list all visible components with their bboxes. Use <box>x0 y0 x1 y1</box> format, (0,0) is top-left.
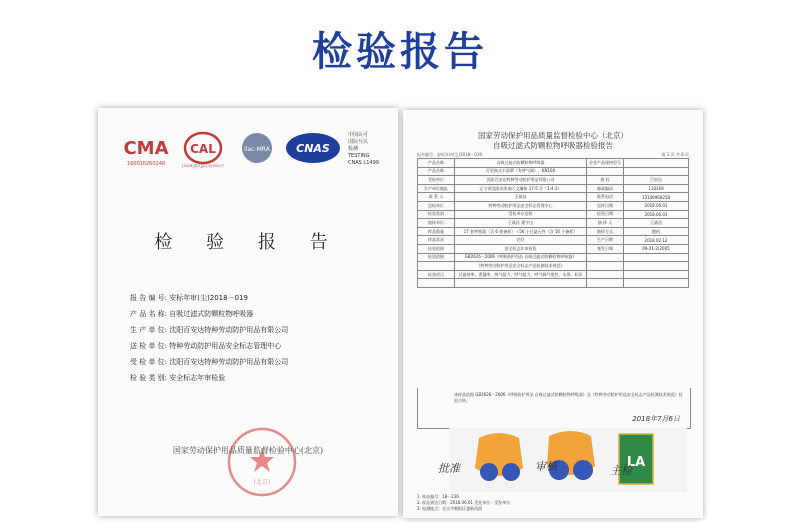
table-cell <box>455 279 587 288</box>
signature-review: 审核 <box>535 460 557 473</box>
page-counter: 第 1 页 共 6 页 <box>661 152 689 157</box>
accreditation-logos <box>120 130 380 178</box>
table-cell <box>624 167 689 176</box>
respirator-photos-icon <box>449 428 687 492</box>
info-row: 产 品 名 称: 自吸过滤式防颗粒物呼吸器 <box>130 310 254 318</box>
table-row <box>418 262 689 271</box>
table-cell: 受检单位送检 <box>455 210 587 219</box>
table-row <box>418 253 689 262</box>
table-row <box>418 279 689 288</box>
report-table <box>417 158 689 288</box>
table-row <box>418 236 689 245</box>
table-cell: 可更换式半面罩（有呼气阀），KN100 <box>455 167 587 176</box>
table-row <box>418 219 689 228</box>
table-cell: 签发日期 <box>587 244 624 253</box>
table-row <box>418 210 689 219</box>
info-row: 送 检 单 位: 特种劳动防护用品安全标志管理中心 <box>130 342 282 350</box>
info-row: 受 检 单 位: 沈阳百安达特种劳动防护用品有限公司 <box>130 358 289 366</box>
svg-text:LA: LA <box>626 455 646 470</box>
table-cell <box>418 262 455 271</box>
table-cell: 产品名称 <box>418 167 455 176</box>
table-row <box>418 244 689 253</box>
table-cell <box>624 279 689 288</box>
table-cell: 抽 样 人 <box>587 219 624 228</box>
report-header-title: 自吸过滤式防颗粒物呼吸器检验报告 <box>493 141 613 150</box>
table-cell: 送样日期 <box>587 201 624 210</box>
table-cell <box>418 279 455 288</box>
table-cell <box>624 159 689 168</box>
cma-logo-icon <box>120 130 172 168</box>
table-cell: 《特种劳动防护用品安全标志产品检测技术规范》 <box>455 262 587 271</box>
table-cell: 产品名称 <box>418 159 455 168</box>
table-cell: 检验日期 <box>587 210 624 219</box>
cal-logo-icon <box>178 130 228 168</box>
table-cell: 送检单位 <box>418 201 455 210</box>
table-cell: 检验项目 <box>418 270 455 279</box>
table-cell: GB2626－2006《呼吸防护用品 自吸过滤式防颗粒物呼吸器》 <box>455 253 587 262</box>
table-cell: 百安达 <box>624 176 689 185</box>
conclusion-text: 该样品依据 GB2626－2006《呼吸防护用品 自吸过滤式防颗粒物呼吸器》及《特种劳动防护用品安全标志产品检测技术规范》检验合格。 <box>454 392 683 403</box>
table-cell: 沈阳百安达特种劳动防护用品有限公司 <box>455 176 587 185</box>
table-cell: 2018.06.01 <box>624 210 689 219</box>
cnas-cert-text: 中国认可 国际互认 检测 TESTING CNAS L1499 <box>348 132 379 166</box>
table-cell: 过滤效率、泄漏率、吸气阻力、呼气阻力、呼气阀气密性、头带、标识 <box>455 270 587 279</box>
table-cell: 联 系 人 <box>418 193 455 202</box>
svg-text:CAL: CAL <box>190 142 216 156</box>
table-row <box>418 159 689 168</box>
report-detail-page <box>403 110 703 518</box>
table-row <box>418 270 689 279</box>
report-cover-page <box>98 108 398 516</box>
page-title: 检验报告 <box>312 29 488 75</box>
table-cell: 110169 <box>624 184 689 193</box>
table-cell <box>624 270 689 279</box>
table-cell: 抽样方式 <box>587 227 624 236</box>
table-cell: 随机 <box>624 227 689 236</box>
table-cell: 样品状况 <box>418 236 455 245</box>
table-cell <box>587 253 624 262</box>
table-cell: 检验依据 <box>418 244 455 253</box>
report-header-org: 国家劳动保护用品质量监督检验中心（北京） <box>478 131 628 140</box>
table-cell: 生产单位地址 <box>418 184 455 193</box>
official-seal-icon <box>226 426 298 498</box>
table-cell: 安全标志年审检验 <box>455 244 587 253</box>
table-cell: 自吸过滤式防颗粒物呼吸器 <box>455 159 587 168</box>
table-cell: 检验依据 <box>418 253 455 262</box>
table-cell: 完好 <box>455 236 587 245</box>
table-cell: 样品数量 <box>418 227 455 236</box>
svg-text:(北京): (北京) <box>253 479 271 486</box>
table-cell: 企业产品规格型号 <box>587 159 624 168</box>
table-cell <box>587 279 624 288</box>
signature-inspector: 主检 <box>610 464 632 477</box>
table-row <box>418 193 689 202</box>
table-cell <box>624 253 689 262</box>
table-row <box>418 176 689 185</box>
info-row: 生 产 单 位: 沈阳百安达特种劳动防护用品有限公司 <box>130 326 289 334</box>
table-cell <box>587 270 624 279</box>
cover-info-list <box>130 290 380 386</box>
sample-photos <box>449 428 687 492</box>
table-cell: 2018.02.12 <box>624 236 689 245</box>
table-row <box>418 167 689 176</box>
signature-approve: 批准 <box>438 462 460 475</box>
date-stamp: 2018年7月6日 <box>632 415 680 423</box>
cover-footer-org: 国家劳动保护用品质量监督检验中心(北京) <box>172 446 324 455</box>
table-cell: 商 标 <box>587 176 624 185</box>
table-row <box>418 184 689 193</box>
table-cell: 王斌昌 董宇山 <box>455 219 587 228</box>
svg-text:CNAS: CNAS <box>296 142 330 155</box>
table-cell: 王斌昌 <box>624 219 689 228</box>
table-cell <box>587 167 624 176</box>
table-cell: 受检单位 <box>418 176 455 185</box>
table-cell: 生产日期 <box>587 236 624 245</box>
table-cell: 抽样单位 <box>418 219 455 228</box>
table-cell: 17 套呼吸器（含 6 套备样）＋56 个过滤元件（含 16 个备样） <box>455 227 587 236</box>
table-cell: 特种劳动防护用品安全标志管理中心 <box>455 201 587 210</box>
conclusion-box <box>417 388 691 429</box>
svg-text:160010260248: 160010260248 <box>126 161 166 167</box>
info-row: 检 验 类 别: 安全标志年审检验 <box>130 374 226 382</box>
table-cell: 联系电话 <box>587 193 624 202</box>
svg-text:ilac-MRA: ilac-MRA <box>244 146 270 153</box>
info-row: 报 告 编 号: 安标年审(尘)2018－019 <box>130 294 248 302</box>
table-cell: 邮政编码 <box>587 184 624 193</box>
table-row <box>418 227 689 236</box>
table-cell: 13149968258 <box>624 193 689 202</box>
table-cell: 09-21-2(2005 <box>624 244 689 253</box>
table-cell <box>587 262 624 271</box>
table-cell: 王斌昌 <box>455 193 587 202</box>
report-notes: 1. 样品编号：18－236 2. 样品到达日期：2018.06.01 受托单位：受检单位 3. 检测地点：北京市朝阳区惠新西街 <box>417 494 511 511</box>
table-cell: 辽宁省沈阳市浑南区文澜街 17-5 号（1-4-1） <box>455 184 587 193</box>
report-number: 报告编号：安标年审(尘)2018－019 <box>417 152 482 157</box>
table-cell: 2018.06.01 <box>624 201 689 210</box>
table-row <box>418 201 689 210</box>
ilac-mra-logo-icon <box>234 130 280 168</box>
svg-text:CMA: CMA <box>123 138 169 159</box>
table-cell: 检验类别 <box>418 210 455 219</box>
cover-title: 检 验 报 告 <box>154 232 342 253</box>
svg-text:(2016)国认监认字(002)号: (2016)国认监认字(002)号 <box>181 164 225 168</box>
cnas-logo-icon <box>284 130 342 168</box>
table-cell <box>624 262 689 271</box>
